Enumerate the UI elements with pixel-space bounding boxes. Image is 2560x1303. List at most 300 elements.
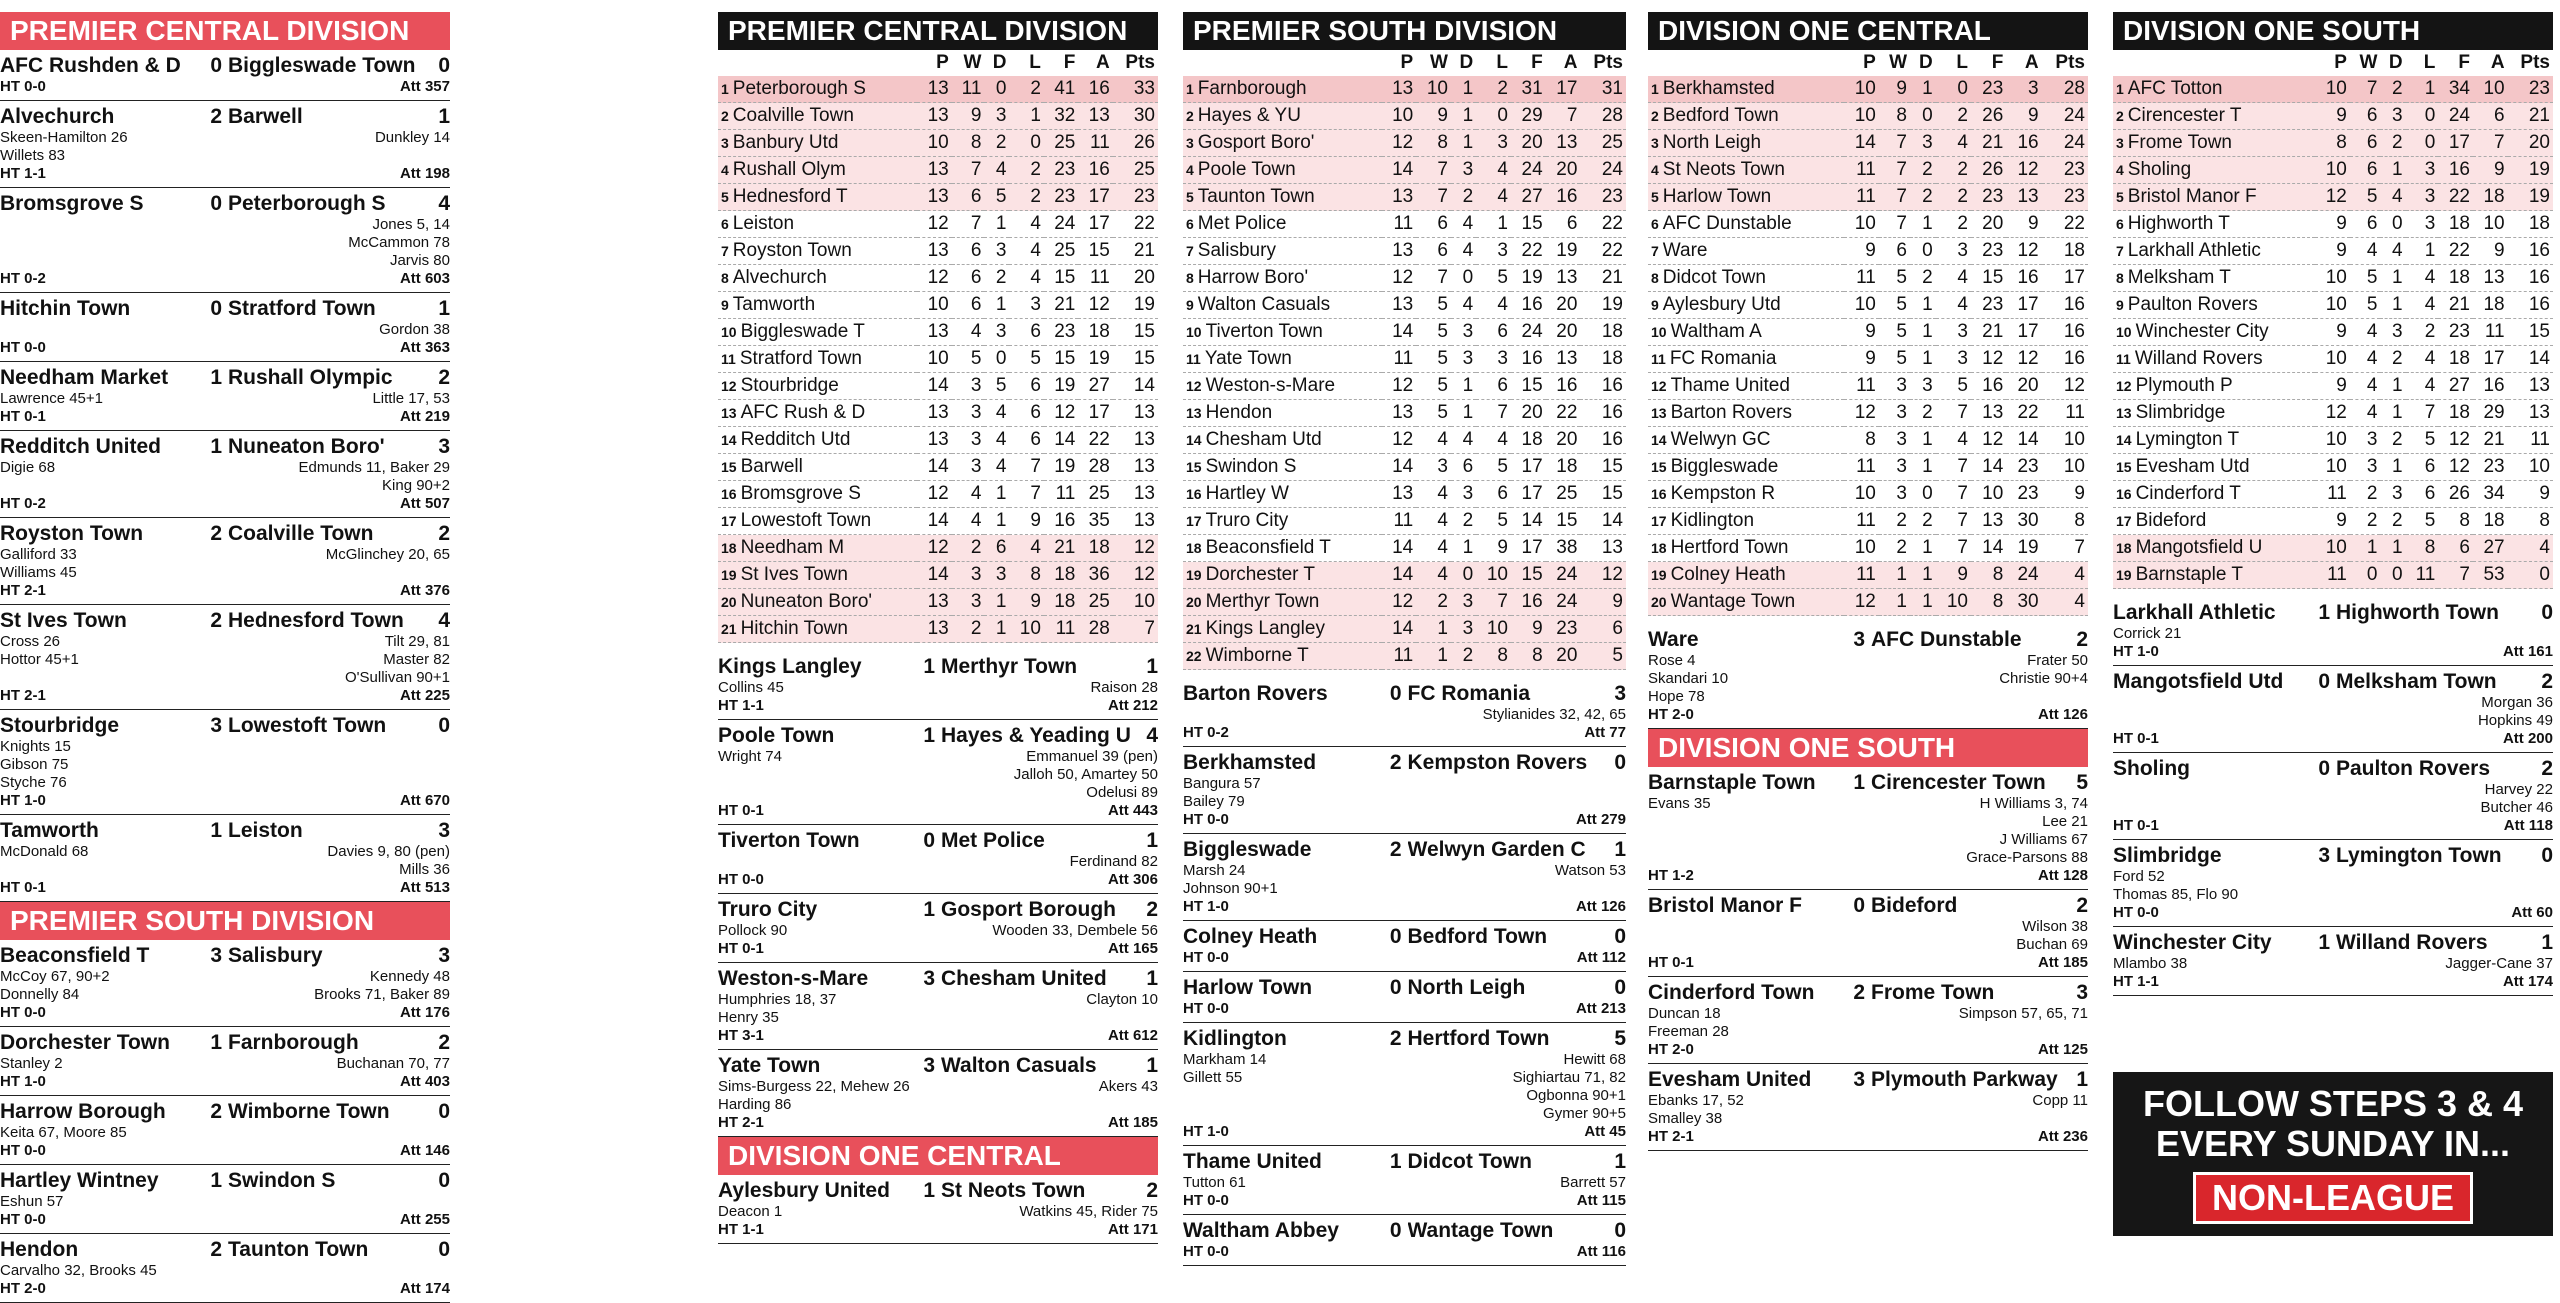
stat-cell: 6: [2350, 211, 2381, 238]
stat-cell: 11: [2508, 427, 2553, 454]
match-result: [1183, 678, 1626, 747]
home-name: Harrow Borough: [0, 1100, 166, 1123]
home-team: [0, 434, 228, 459]
half-time: HT 0-0: [0, 78, 46, 95]
team-name: Beaconsfield T: [1205, 537, 1331, 558]
stat-cell: 1: [984, 508, 1009, 535]
away-team: [1408, 1218, 1627, 1243]
stat-cell: 22: [1078, 427, 1112, 454]
home-scorers: Pollock 90: [718, 922, 788, 939]
home-team: [1648, 980, 1871, 1005]
stat-cell: 8: [1416, 130, 1451, 157]
away-score: 2: [438, 522, 450, 545]
stat-cell: 17: [1078, 211, 1112, 238]
stat-cell: 24: [2042, 130, 2088, 157]
stat-cell: 24: [1511, 157, 1546, 184]
stat-cell: 18: [1511, 427, 1546, 454]
attendance: Att 116: [1576, 1243, 1626, 1260]
stat-cell: 9: [1009, 589, 1043, 616]
team-cell: [1648, 481, 1844, 508]
score-line: [0, 1168, 450, 1193]
stat-cell: 25: [1113, 157, 1158, 184]
away-name: Gosport Borough: [941, 898, 1116, 921]
stat-cell: 1: [1451, 103, 1476, 130]
position: 4: [1651, 162, 1659, 178]
away-scorers: [225, 1262, 450, 1280]
stat-cell: 15: [1971, 265, 2006, 292]
table-row: [1648, 535, 2088, 562]
stat-cell: 16: [1580, 373, 1626, 400]
home-team: [2113, 669, 2336, 694]
team-cell: [2113, 508, 2315, 535]
stat-cell: 17: [2006, 319, 2041, 346]
home-score: 1: [1389, 1150, 1402, 1173]
header-team: [1648, 50, 1844, 76]
away-scorers: Simpson 57, 65, 71: [1958, 1005, 2088, 1022]
stat-cell: 1: [984, 616, 1009, 643]
stat-cell: 6: [2350, 130, 2381, 157]
stat-cell: 10: [2315, 265, 2350, 292]
stat-cell: 14: [1382, 319, 1417, 346]
promo-line2: EVERY SUNDAY IN...: [2155, 1123, 2511, 1164]
half-time: HT 0-1: [718, 940, 764, 957]
table-row: [1183, 643, 1626, 670]
home-score: 1: [923, 655, 935, 678]
scorers: [1183, 775, 1626, 811]
stat-cell: 20: [1546, 643, 1581, 670]
stat-cell: 6: [2406, 481, 2439, 508]
away-score: 2: [2541, 670, 2553, 693]
stat-cell: 18: [1546, 454, 1581, 481]
home-score: 2: [1389, 838, 1402, 861]
away-name: North Leigh: [1407, 976, 1526, 999]
table-row: [1648, 157, 2088, 184]
scorers: [0, 321, 450, 339]
attendance: Att 603: [399, 270, 450, 287]
away-scorers: [225, 738, 450, 792]
score-line: [1183, 1218, 1626, 1243]
attendance: Att 236: [2037, 1128, 2088, 1145]
stat-cell: 23: [1971, 76, 2006, 103]
stat-cell: 6: [984, 535, 1009, 562]
away-scorers: Wilson 38 Buchan 69: [2016, 918, 2088, 953]
match-footer: [0, 1211, 450, 1229]
match-result: [0, 101, 450, 188]
stat-cell: 16: [2473, 373, 2508, 400]
match-result: [0, 50, 450, 101]
home-score: 1: [923, 724, 935, 747]
stat-cell: 3: [1879, 400, 1910, 427]
stat-cell: 20: [1971, 211, 2006, 238]
scorers: [0, 843, 450, 879]
team-name: Dorchester T: [1205, 564, 1316, 585]
home-team: [0, 104, 228, 129]
match-footer: [0, 339, 450, 357]
team-name: Redditch Utd: [740, 429, 851, 450]
position: 9: [1651, 297, 1659, 313]
division-header: PREMIER CENTRAL DIVISION: [0, 12, 450, 50]
stat-cell: 10: [2042, 427, 2088, 454]
table-row: [2113, 481, 2553, 508]
home-name: Alvechurch: [0, 105, 115, 128]
table-row: [718, 427, 1158, 454]
home-score: 0: [1389, 682, 1402, 705]
team-cell: [2113, 265, 2315, 292]
away-scorers: Buchanan 70, 77: [336, 1055, 450, 1072]
stat-cell: 18: [2438, 211, 2473, 238]
home-score: 1: [2318, 601, 2330, 624]
stat-cell: 29: [2473, 400, 2508, 427]
stat-cell: 4: [1009, 265, 1043, 292]
stat-cell: 10: [2508, 454, 2553, 481]
match-result: [1183, 972, 1626, 1023]
position: 12: [1186, 378, 1202, 394]
stat-cell: 3: [1451, 346, 1476, 373]
home-name: Berkhamsted: [1183, 751, 1317, 774]
table-header-row: [1648, 50, 2088, 76]
stat-cell: 14: [917, 562, 951, 589]
away-score: 3: [1614, 682, 1626, 705]
match-footer: [0, 78, 450, 96]
away-scorers: [225, 1124, 450, 1142]
header-d: D: [1459, 52, 1474, 73]
stat-cell: 11: [1844, 184, 1879, 211]
stat-cell: 21: [2438, 292, 2473, 319]
stat-cell: 4: [2508, 535, 2553, 562]
stat-cell: 20: [1546, 157, 1581, 184]
team-cell: [718, 184, 917, 211]
away-name: St Neots Town: [941, 1179, 1086, 1202]
home-score: 0: [2318, 757, 2330, 780]
away-name: Kempston Rovers: [1407, 751, 1588, 774]
position: 4: [2116, 162, 2124, 178]
table-row: [1183, 589, 1626, 616]
team-name: Rushall Olym: [732, 159, 846, 180]
stat-cell: 11: [1382, 643, 1417, 670]
stat-cell: 16: [1580, 400, 1626, 427]
position: 17: [1186, 513, 1202, 529]
stat-cell: 10: [1844, 211, 1879, 238]
stat-cell: 29: [1511, 103, 1546, 130]
stat-cell: 10: [917, 346, 951, 373]
team-name: Tiverton Town: [1205, 321, 1323, 342]
stat-cell: 17: [2438, 130, 2473, 157]
stat-cell: 7: [1113, 616, 1158, 643]
position: 3: [2116, 135, 2124, 151]
score-line: [1648, 770, 2088, 795]
stat-cell: 13: [1113, 400, 1158, 427]
team-name: Highworth T: [2127, 213, 2230, 234]
stat-cell: 38: [1546, 535, 1581, 562]
position: 4: [721, 162, 729, 178]
home-name: Tamworth: [0, 819, 99, 842]
stat-cell: 10: [2315, 427, 2350, 454]
stat-cell: 0: [2350, 562, 2381, 589]
stat-cell: 19: [1511, 265, 1546, 292]
match-footer: [1183, 811, 1626, 829]
away-team: [228, 1030, 450, 1055]
attendance: Att 126: [1575, 898, 1626, 915]
table-row: [1648, 265, 2088, 292]
stat-cell: 15: [1044, 346, 1078, 373]
stat-cell: 3: [2380, 319, 2405, 346]
team-name: Met Police: [1197, 213, 1287, 234]
team-name: Bideford: [2135, 510, 2207, 531]
scorers: [0, 738, 450, 792]
header-team: [1183, 50, 1382, 76]
position: 10: [1651, 324, 1667, 340]
match-footer: [0, 270, 450, 288]
stat-cell: 27: [2473, 535, 2508, 562]
stat-cell: 6: [2350, 103, 2381, 130]
stat-cell: 7: [1879, 211, 1910, 238]
home-score: 3: [923, 967, 935, 990]
match-footer: [0, 1142, 450, 1160]
stat-cell: 4: [2406, 373, 2439, 400]
attendance: Att 255: [399, 1211, 450, 1228]
match-footer: [718, 1027, 1158, 1045]
stat-cell: 22: [1113, 211, 1158, 238]
home-scorers: Ebanks 17, 52 Smalley 38: [1648, 1092, 1744, 1127]
stat-cell: 18: [1078, 319, 1112, 346]
stat-cell: 13: [917, 427, 951, 454]
table-row: [2113, 238, 2553, 265]
team-cell: [1183, 265, 1382, 292]
table-row: [1183, 76, 1626, 103]
stat-cell: 19: [1044, 373, 1078, 400]
home-name: Bristol Manor F: [1648, 894, 1803, 917]
match-footer: [1183, 1192, 1626, 1210]
attendance: Att 161: [2502, 643, 2553, 660]
position: 2: [721, 108, 729, 124]
team-cell: [1648, 157, 1844, 184]
stat-cell: 18: [1044, 589, 1078, 616]
team-name: Lymington T: [2135, 429, 2240, 450]
stat-cell: 13: [1546, 130, 1581, 157]
team-cell: [1648, 211, 1844, 238]
position: 16: [1651, 486, 1667, 502]
team-cell: [1183, 157, 1382, 184]
attendance: Att 185: [1107, 1114, 1158, 1131]
stat-cell: 3: [2350, 454, 2381, 481]
away-team: [1408, 1026, 1627, 1051]
team-cell: [718, 616, 917, 643]
scorers: [2113, 955, 2553, 973]
team-cell: [2113, 373, 2315, 400]
away-name: Coalville Town: [228, 522, 374, 545]
home-name: Needham Market: [0, 366, 169, 389]
score-line: [718, 1178, 1158, 1203]
stat-cell: 10: [1476, 562, 1511, 589]
away-team: [228, 53, 450, 78]
attendance: Att 112: [1576, 949, 1626, 966]
away-score: 1: [1146, 655, 1158, 678]
away-scorers: Akers 43: [1098, 1078, 1158, 1095]
home-score: 3: [923, 1054, 935, 1077]
stat-cell: 3: [1476, 346, 1511, 373]
team-cell: [718, 292, 917, 319]
stat-cell: 2: [1009, 76, 1043, 103]
team-name: Weston-s-Mare: [1205, 375, 1336, 396]
away-score: 4: [438, 609, 450, 632]
away-name: Hayes & Yeading U: [941, 724, 1131, 747]
home-scorers: Markham 14 Gillett 55: [1183, 1051, 1267, 1086]
stat-cell: 12: [917, 481, 951, 508]
stat-cell: 6: [1476, 319, 1511, 346]
stat-cell: 14: [1971, 454, 2006, 481]
stat-cell: 10: [1476, 616, 1511, 643]
team-name: Salisbury: [1197, 240, 1276, 261]
stat-cell: 3: [2006, 76, 2041, 103]
team-cell: [2113, 562, 2315, 589]
stat-cell: 2: [1910, 400, 1936, 427]
away-score: 4: [1146, 724, 1158, 747]
stat-cell: 12: [2438, 454, 2473, 481]
home-score: 0: [1389, 976, 1402, 999]
away-score: 0: [438, 1169, 450, 1192]
stat-cell: 5: [1476, 454, 1511, 481]
score-line: [2113, 930, 2553, 955]
division-header: PREMIER SOUTH DIVISION: [0, 902, 450, 940]
stat-cell: 1: [1451, 76, 1476, 103]
header-a: A: [1096, 52, 1110, 73]
team-cell: [718, 130, 917, 157]
home-team: [2113, 600, 2336, 625]
home-name: Truro City: [718, 898, 818, 921]
away-team: [2336, 669, 2553, 694]
table-row: [1183, 103, 1626, 130]
table-row: [718, 292, 1158, 319]
stat-cell: 5: [1416, 400, 1451, 427]
table-row: [1648, 184, 2088, 211]
scorers: [0, 459, 450, 495]
match-result: [2113, 840, 2553, 927]
team-name: Wimborne T: [1205, 645, 1309, 666]
attendance: Att 363: [399, 339, 450, 356]
half-time: HT 1-0: [2113, 643, 2159, 660]
home-score: 3: [1853, 628, 1865, 651]
home-name: Dorchester Town: [0, 1031, 170, 1054]
stat-cell: 13: [1078, 103, 1112, 130]
stat-cell: 13: [1382, 184, 1417, 211]
stat-cell: 9: [1879, 76, 1910, 103]
stat-cell: 13: [1113, 508, 1158, 535]
stat-cell: 28: [2042, 76, 2088, 103]
away-scorers: [225, 1193, 450, 1211]
position: 9: [2116, 297, 2124, 313]
stat-cell: 13: [917, 319, 951, 346]
team-name: Hendon: [1205, 402, 1273, 423]
team-cell: [1648, 319, 1844, 346]
stat-cell: 14: [1511, 508, 1546, 535]
position: 19: [1651, 567, 1667, 583]
away-scorers: [2333, 625, 2553, 643]
team-cell: [1648, 76, 1844, 103]
stat-cell: 0: [2380, 211, 2405, 238]
away-score: 0: [2541, 601, 2553, 624]
away-name: Welwyn Garden C: [1407, 838, 1586, 861]
home-scorers: Bangura 57 Bailey 79: [1183, 775, 1261, 810]
attendance: Att 118: [2503, 817, 2553, 834]
stat-cell: 26: [1971, 157, 2006, 184]
table-row: [718, 535, 1158, 562]
match-footer: [0, 495, 450, 513]
home-scorers: Eshun 57: [0, 1193, 64, 1210]
home-score: 1: [210, 819, 222, 842]
score-line: [718, 723, 1158, 748]
stat-cell: 4: [2350, 373, 2381, 400]
stat-cell: 1: [984, 589, 1009, 616]
table-row: [718, 616, 1158, 643]
team-name: Taunton Town: [1197, 186, 1315, 207]
stat-cell: 7: [1936, 400, 1971, 427]
scorers: [1183, 706, 1626, 724]
home-team: [718, 1178, 941, 1203]
away-score: 0: [1614, 751, 1626, 774]
team-cell: [718, 103, 917, 130]
scorers: [718, 853, 1158, 871]
stat-cell: 9: [1511, 616, 1546, 643]
stat-cell: 5: [1476, 265, 1511, 292]
home-name: Bromsgrove S: [0, 192, 144, 215]
match-result: [1183, 747, 1626, 834]
team-cell: [718, 238, 917, 265]
position: 17: [2116, 513, 2132, 529]
team-name: Melksham T: [2127, 267, 2231, 288]
match-result: [1648, 977, 2088, 1064]
stat-cell: 13: [917, 616, 951, 643]
position: 3: [1186, 135, 1194, 151]
stat-cell: 8: [1511, 643, 1546, 670]
stat-cell: 11: [1844, 562, 1879, 589]
stat-cell: 11: [1078, 265, 1112, 292]
table-row: [718, 481, 1158, 508]
score-line: [2113, 600, 2553, 625]
stat-cell: 22: [1580, 211, 1626, 238]
home-name: Waltham Abbey: [1183, 1219, 1339, 1242]
away-score: 2: [438, 366, 450, 389]
stat-cell: 0: [2406, 103, 2439, 130]
stat-cell: 25: [1044, 238, 1078, 265]
team-cell: [1648, 373, 1844, 400]
stat-cell: 7: [1416, 157, 1451, 184]
table-row: [1183, 238, 1626, 265]
home-score: 2: [1853, 981, 1865, 1004]
stat-cell: 3: [952, 454, 985, 481]
division-header: DIVISION ONE SOUTH: [2113, 12, 2553, 50]
stat-cell: 11: [1382, 346, 1417, 373]
match-result: [718, 894, 1158, 963]
away-score: 2: [2541, 757, 2553, 780]
away-score: 1: [2076, 1068, 2088, 1091]
stat-cell: 5: [1936, 373, 1971, 400]
match-footer: [1183, 724, 1626, 742]
home-team: [718, 897, 941, 922]
score-line: [0, 365, 450, 390]
team-name: Banbury Utd: [732, 132, 839, 153]
match-footer: [1183, 898, 1626, 916]
away-score: 3: [438, 944, 450, 967]
attendance: Att 185: [2037, 954, 2088, 971]
stat-cell: 4: [2042, 589, 2088, 616]
team-cell: [718, 589, 917, 616]
stat-cell: 9: [2315, 319, 2350, 346]
stat-cell: 23: [2042, 157, 2088, 184]
stat-cell: 13: [1113, 454, 1158, 481]
away-name: Hertford Town: [1407, 1027, 1550, 1050]
stat-cell: 12: [1844, 400, 1879, 427]
team-name: Tamworth: [732, 294, 816, 315]
